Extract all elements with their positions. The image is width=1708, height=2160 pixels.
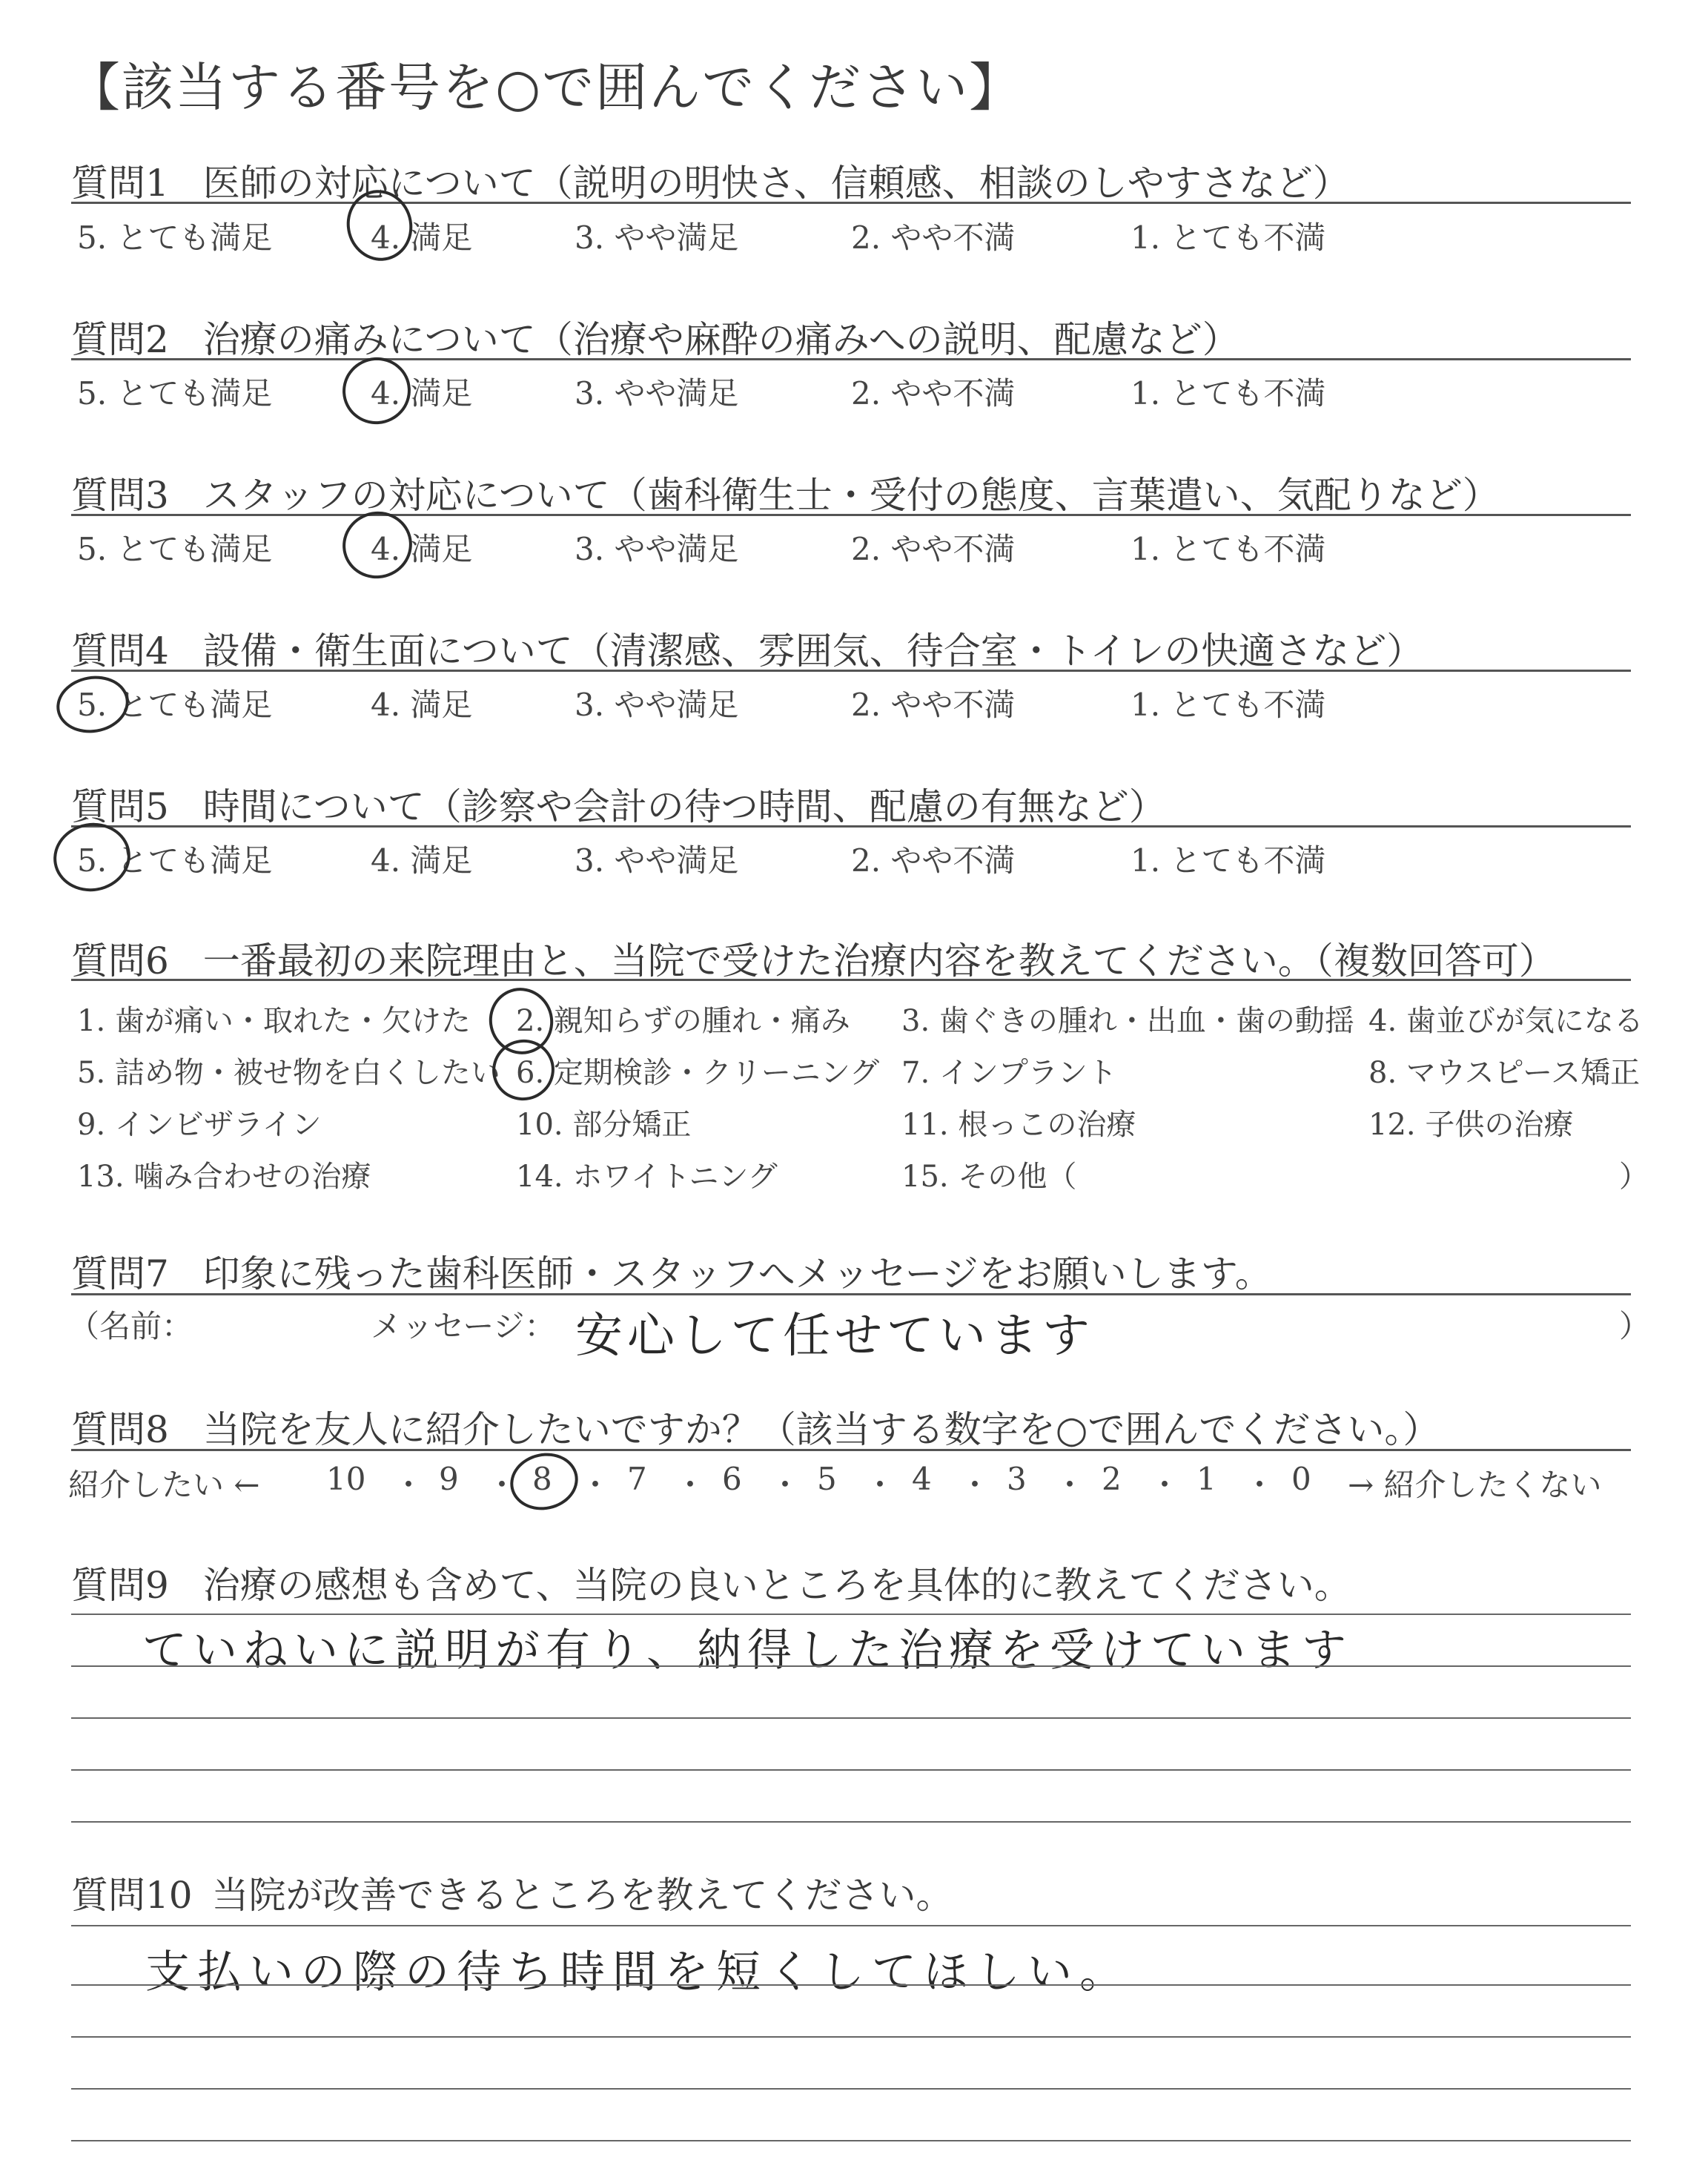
other-close-paren: ） <box>1619 1160 1649 1194</box>
divider <box>71 825 1631 828</box>
scale-separator: ・ <box>769 1467 801 1503</box>
scale-right-label: → 紹介したくない <box>1348 1467 1602 1503</box>
question-text: スタッフの対応について（歯科衛生士・受付の態度、言葉遣い、気配りなど） <box>202 474 1500 517</box>
question-label: 質問5 <box>71 785 169 828</box>
scale-6[interactable]: 6 <box>722 1461 742 1497</box>
scale-5[interactable]: 5 <box>817 1461 837 1497</box>
option-4[interactable]: 4. 満足 <box>371 687 473 723</box>
question-text: 当院が改善できるところを教えてください。 <box>211 1874 953 1917</box>
question-label: 質問4 <box>71 630 169 673</box>
option-4[interactable]: 4. 歯並びが気になる <box>1368 1004 1644 1038</box>
question-label: 質問6 <box>71 939 169 982</box>
scale-2[interactable]: 2 <box>1102 1461 1122 1497</box>
question-label: 質問8 <box>71 1408 169 1451</box>
scale-left-label: 紹介したい ← <box>68 1467 260 1503</box>
answer-line <box>71 2140 1631 2141</box>
question-text: 時間について（診察や会計の待つ時間、配慮の有無など） <box>202 785 1166 828</box>
divider <box>71 979 1631 981</box>
option-15[interactable]: 15. その他（ <box>901 1160 1077 1194</box>
option-2[interactable]: 2. やや不満 <box>851 219 1016 256</box>
question-text: 治療の痛みについて（治療や麻酔の痛みへの説明、配慮など） <box>202 318 1239 361</box>
option-2[interactable]: 2. 親知らずの腫れ・痛み <box>516 1004 850 1038</box>
option-3[interactable]: 3. やや満足 <box>575 842 739 879</box>
answer-line <box>71 1821 1631 1823</box>
form-title: 【該当する番号を○で囲んでください】 <box>68 57 1023 118</box>
option-3[interactable]: 3. やや満足 <box>575 375 739 412</box>
scale-0[interactable]: 0 <box>1291 1461 1311 1497</box>
scale-3[interactable]: 3 <box>1007 1461 1027 1497</box>
scale-separator: ・ <box>864 1467 896 1503</box>
question-4-title <box>71 621 1423 675</box>
answer-line <box>71 2036 1631 2038</box>
question-text: 印象に残った歯科医師・スタッフへメッセージをお願いします。 <box>202 1252 1272 1295</box>
divider <box>71 202 1631 204</box>
answer-line <box>71 1925 1631 1926</box>
scale-separator: ・ <box>486 1467 518 1503</box>
option-5[interactable]: 5. 詰め物・被せ物を白くしたい <box>77 1056 500 1090</box>
answer-text[interactable]: 支払いの際の待ち時間を短くしてほしい。 <box>145 1946 1131 1998</box>
divider <box>71 358 1631 360</box>
question-3-title <box>71 466 1500 519</box>
question-6-title <box>71 931 1556 985</box>
question-label: 質問2 <box>71 318 169 361</box>
answer-line <box>71 2088 1631 2090</box>
question-label: 質問1 <box>71 162 169 205</box>
question-label: 質問7 <box>71 1252 169 1295</box>
option-7[interactable]: 7. インプラント <box>901 1056 1117 1090</box>
option-5[interactable]: 5. とても満足 <box>77 842 273 879</box>
option-1[interactable]: 1. 歯が痛い・取れた・欠けた <box>77 1004 471 1038</box>
scale-separator: ・ <box>675 1467 706 1503</box>
option-1[interactable]: 1. とても不満 <box>1131 531 1326 567</box>
selection-circle <box>484 1031 562 1109</box>
answer-line <box>71 1717 1631 1719</box>
option-4[interactable]: 4. 満足 <box>371 842 473 879</box>
answer-text[interactable]: ていねいに説明が有り、納得した治療を受けています <box>142 1625 1352 1677</box>
question-2-title <box>71 310 1239 363</box>
question-label: 質問10 <box>71 1874 193 1917</box>
option-4[interactable]: 4. 満足 <box>371 219 473 256</box>
question-8-title <box>71 1400 1440 1453</box>
question-text: 一番最初の来院理由と、当院で受けた治療内容を教えてください。（複数回答可） <box>202 939 1556 982</box>
option-12[interactable]: 12. 子供の治療 <box>1368 1108 1574 1142</box>
scale-separator: ・ <box>1149 1467 1181 1503</box>
option-13[interactable]: 13. 噛み合わせの治療 <box>77 1160 371 1194</box>
option-2[interactable]: 2. やや不満 <box>851 842 1016 879</box>
message-close-paren: ） <box>1619 1308 1651 1344</box>
option-14[interactable]: 14. ホワイトニング <box>516 1160 778 1194</box>
answer-line <box>71 1984 1631 1986</box>
option-5[interactable]: 5. とても満足 <box>77 687 273 723</box>
option-2[interactable]: 2. やや不満 <box>851 375 1016 412</box>
option-3[interactable]: 3. 歯ぐきの腫れ・出血・歯の動揺 <box>901 1004 1354 1038</box>
option-5[interactable]: 5. とても満足 <box>77 375 273 412</box>
question-1-title <box>71 153 1350 207</box>
scale-separator: ・ <box>1054 1467 1086 1503</box>
option-2[interactable]: 2. やや不満 <box>851 687 1016 723</box>
option-3[interactable]: 3. やや満足 <box>575 219 739 256</box>
scale-10[interactable]: 10 <box>326 1461 366 1497</box>
option-1[interactable]: 1. とても不満 <box>1131 375 1326 412</box>
divider <box>71 670 1631 672</box>
option-9[interactable]: 9. インビザライン <box>77 1108 322 1142</box>
option-2[interactable]: 2. やや不満 <box>851 531 1016 567</box>
scale-1[interactable]: 1 <box>1196 1461 1217 1497</box>
option-8[interactable]: 8. マウスピース矯正 <box>1368 1056 1641 1090</box>
scale-7[interactable]: 7 <box>627 1461 647 1497</box>
scale-4[interactable]: 4 <box>912 1461 932 1497</box>
question-text: 治療の感想も含めて、当院の良いところを具体的に教えてください。 <box>202 1564 1351 1607</box>
option-4[interactable]: 4. 満足 <box>371 531 473 567</box>
question-7-title <box>71 1244 1272 1298</box>
question-10-title <box>71 1866 953 1919</box>
scale-separator: ・ <box>1244 1467 1276 1503</box>
question-text: 当院を友人に紹介したいですか？（該当する数字を○で囲んでください。） <box>202 1408 1440 1451</box>
message-label: メッセージ： <box>371 1308 556 1344</box>
scale-separator: ・ <box>959 1467 991 1503</box>
scale-separator: ・ <box>393 1467 425 1503</box>
answer-line <box>71 1769 1631 1771</box>
selection-circle <box>505 1447 583 1516</box>
option-1[interactable]: 1. とても不満 <box>1131 219 1326 256</box>
divider <box>71 1293 1631 1295</box>
message-answer[interactable]: 安心して任せています <box>575 1309 1094 1364</box>
option-3[interactable]: 3. やや満足 <box>575 531 739 567</box>
option-5[interactable]: 5. とても満足 <box>77 531 273 567</box>
option-1[interactable]: 1. とても不満 <box>1131 687 1326 723</box>
option-11[interactable]: 11. 根っこの治療 <box>901 1108 1136 1142</box>
name-label: （名前： <box>68 1308 193 1344</box>
scale-8[interactable]: 8 <box>532 1461 552 1497</box>
divider <box>71 514 1631 516</box>
option-1[interactable]: 1. とても不満 <box>1131 842 1326 879</box>
option-10[interactable]: 10. 部分矯正 <box>516 1108 692 1142</box>
option-6[interactable]: 6. 定期検診・クリーニング <box>516 1056 880 1090</box>
question-label: 質問3 <box>71 474 169 517</box>
question-text: 医師の対応について（説明の明快さ、信頼感、相談のしやすさなど） <box>202 162 1350 205</box>
answer-line <box>71 1665 1631 1667</box>
question-label: 質問9 <box>71 1564 169 1607</box>
question-5-title <box>71 777 1166 830</box>
question-9-title <box>71 1556 1351 1609</box>
option-4[interactable]: 4. 満足 <box>371 375 473 412</box>
divider <box>71 1449 1631 1451</box>
option-5[interactable]: 5. とても満足 <box>77 219 273 256</box>
scale-9[interactable]: 9 <box>439 1461 459 1497</box>
option-3[interactable]: 3. やや満足 <box>575 687 739 723</box>
question-text: 設備・衛生面について（清潔感、雰囲気、待合室・トイレの快適さなど） <box>202 630 1424 673</box>
scale-separator: ・ <box>580 1467 612 1503</box>
